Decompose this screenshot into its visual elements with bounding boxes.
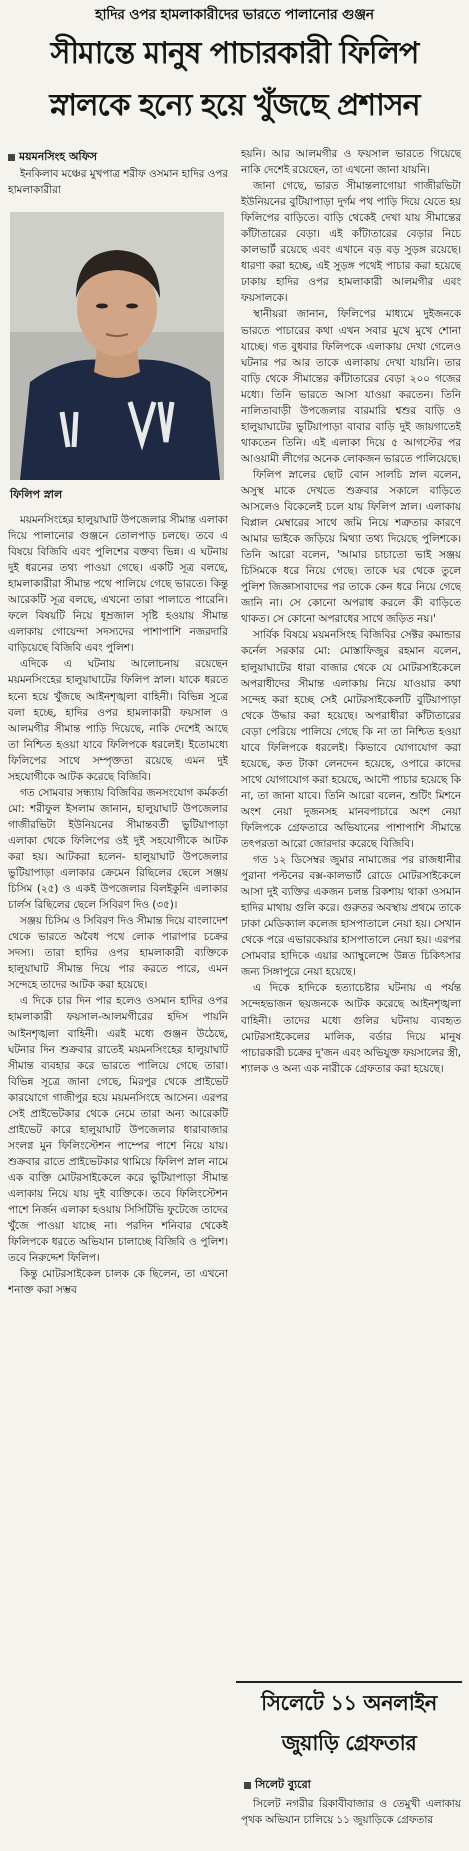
right-paragraph-2: জানা গেছে, ভারত সীমান্তলাগোয়া গাজীরভিটা ইউনিয়নের বুটিয়াপাড়া দুর্গম পথ পাড়ি দিয়ে যেতে হয় ফিলিপের বাড়িতে। বাড়ি থেকেই দেখা যায় সীমান্তের কাঁটাতারের বেড়া। এই কাঁটাতারের বেড়ার নিচে কালভার্ট রয়েছে এবং এখানে বড় বড় সুড়ঙ্গ রয়েছে। ধারণা করা হচ্ছে, এই সুড়ঙ্গ পথেই পাচার করা হয়েছে ঢাকায় হাদির ওপর হামলাকারী আলমগীর এবং ফয়সালকে। xyxy=(241,180,461,305)
article-photo xyxy=(10,212,224,480)
right-paragraph-7: এ দিকে হাদিকে হত্যাচেষ্টার ঘটনায় এ পর্যন্ত সন্দেহভাজন ছয়জনকে আটক করেছে আইনশৃঙ্খলা বাহিনী। তাদের মধ্যে গুলির ঘটনায় ব্যবহৃত মোটরসাইকেলের মালিক, বর্ডার দিয়ে মানুষ পাচারকারী চক্রের দু'জন এবং অভিযুক্ত ফয়সালের স্ত্রী, শ্যালক ও অন্য এক নারীকে গ্রেফতার করা হয়েছে। xyxy=(241,982,461,1075)
sub-lead-paragraph: সিলেট নগরীর রিকাবীবাজার ও তেমুখী এলাকায় পৃথক অভিযান চালিয়ে ১১ জুয়াড়িকে গ্রেফতার xyxy=(241,1798,461,1827)
left-paragraph-6: কিন্তু মোটরসাইকেল চালক কে ছিলেন, তা এখনো শনাক্ত করা সম্ভব xyxy=(8,1268,228,1297)
right-paragraph-5: সার্বিক বিষয়ে ময়মনসিংহ বিজিবির সেক্টর কমান্ডার কর্নেল সরকার মো: মোস্তাফিজুর রহমান বলেন, হালুয়াঘাটের ধারা বাজার থেকে যে মোটরসাইকেলে অপরাধীদের সীমান্ত এলাকায় নিয়ে যাওয়ার কথা সন্দেহ করা হচ্ছে সেই মোটরসাইকেলটি বুটিয়াপাড়া থেকে উদ্ধার করা হয়েছে। অপরাধীরা কাঁটাতারের বেড়া পেরিয়ে পালিয়ে গেছে কি না তা নিশ্চিত হওয়া যাবে ফিলিপকে ধরলেই। কিভাবে যোগাযোগ করা হয়েছে, কত টাকা লেনদেন হয়েছে, ওপারে কাদের সাথে যোগাযোগ করা হয়েছে, আদৌ পাচার হয়েছে কি না, তা জানা যাবে। তিনি আরো বলেন, শুটিং মিশনে অংশ নেয়া দুজনসহ মানবপাচারে অংশ নেয়া ফিলিপকে গ্রেফতারে অভিযানের পাশাপাশি সীমান্তে তৎপরতা আরো জোরদার করেছে বিজিবি। xyxy=(241,629,461,851)
byline xyxy=(8,148,228,165)
sub-byline-text: সিলেট ব্যুরো xyxy=(255,1778,311,1791)
sub-byline xyxy=(244,1776,454,1793)
left-paragraph-5: এ দিকে চার দিন পার হলেও ওসমান হাদির ওপর হামলাকারী ফয়সাল-আলমগীরের হদিস পায়নি আইনশৃঙ্খলা বাহিনী। এরই মধ্যে গুঞ্জন উঠেছে, ঘটনার দিন শুক্রবার রাতেই ময়মনসিংহের হালুয়াঘাট সীমান্ত ব্যবহার করে ভারতে পালিয়ে গেছে তারা। বিভিন্ন সূত্রে জানা গেছে, মিরপুর থেকে প্রাইভেট কারযোগে গাজীপুর হয়ে ময়মনসিংহে আসেন। এরপর সেই প্রাইভেটকার থেকে নেমে তারা অন্য আরেকটি প্রাইভেট কারে হালুয়াঘাট উপজেলার ধারাবাজার সংলগ্ন মুন ফিলিংস্টেশন পাম্পের পাশে নিয়ে যায়। শুক্রবার রাতে প্রাইভেটকার থামিয়ে ফিলিপ স্নাল নামে এক ব্যক্তি মোটরসাইকেলে করে ভুটিয়াপাড়া সীমান্ত এলাকায় নিয়ে যায় দুই ব্যক্তিকে। তবে ফিলিংস্টেশন পাশে নির্জন এলাকা হওয়ায় সিসিটিভি ফুটেজে তাদের খুঁজে পাওয়া যাচ্ছে না। পরদিন শনিবার থেকেই ফিলিপকে ধরতে অভিযান চালাচ্ছে বিজিবি ও পুলিশ। তবে নিরুদ্দেশ ফিলিপ। xyxy=(8,995,228,1265)
sub-headline: সিলেটে ১১ অনলাইন জুয়াড়ি গ্রেফতার xyxy=(236,1681,462,1769)
headline-line-2: স্নালকে হন্যে হয়ে খুঁজছে প্রশাসন xyxy=(49,88,420,123)
lead-text xyxy=(8,166,228,206)
right-column xyxy=(241,146,461,1676)
right-paragraph-3: স্থানীয়রা জানান, ফিলিপের মাধ্যমে দুইজনকে ভারতে পাচারের কথা এখন সবার মুখে মুখে শোনা যাচ্ছে। গত বুধবার ফিলিপকে এলাকায় দেখা গেলেও ঘটনার পর আর তাকে এলাকায় দেখা যায়নি। তার বাড়ি থেকে সীমান্তের কাঁটাতারের বেড়া ২০০ গজের মধ্যে। তিনি ভারতে আসা যাওয়া করতেন। তিনি নালিতাবাড়ী উপজেলার বারমারি শ্বশুর বাড়ি ও হালুয়াঘাটের ভুটিয়াপাড়া বাবার বাড়ি দুই জায়গাতেই থাকতেন তিনি। এই এলাকা দিয়ে ৫ আগস্টের পর আওয়ামী লীগের অনেক লোকজন ভারতে পালিয়েছে। xyxy=(241,308,461,465)
left-paragraph-4: সঞ্জয় চিসিম ও সিবিরণ দিও সীমান্ত দিয়ে বাংলাদেশ থেকে ভারতে অবৈধ পথে লোক পারাপার চক্রের সদস্য। তারা হাদির ওপর হামলাকারী ব্যক্তিকে হালুয়াঘাট সীমান্ত দিয়ে পার করতে পারে, এমন সন্দেহে তাদের আটক করা হয়েছে। xyxy=(8,915,228,992)
byline-text: ময়মনসিংহ অফিস xyxy=(19,150,97,163)
headline-line-1: সীমান্তে মানুষ পাচারকারী ফিলিপ xyxy=(50,36,419,71)
kicker: হাদির ওপর হামলাকারীদের ভারতে পালানোর গুঞ্জন xyxy=(95,7,374,23)
headline xyxy=(4,28,465,134)
person-photo xyxy=(10,212,224,480)
photo-caption: ফিলিপ স্নাল xyxy=(10,488,63,501)
sub-lead xyxy=(241,1796,461,1848)
lead-paragraph: ইনকিলাব মঞ্চের মুখপাত্র শরীফ ওসমান হাদির ওপর হামলাকারীরা xyxy=(8,168,228,197)
left-column xyxy=(8,512,228,1848)
bullet-square-icon xyxy=(8,154,15,161)
right-paragraph-4: ফিলিপ স্নালের ছোট বোন সালচি স্নাল বলেন, অসুস্থ মাকে দেখতে শুক্রবার সকালে বাড়িতে আসলেও বিকেলেই চলে যায় ফিলিপ স্নাল। এলাকায় বিপ্লাল মেম্বারের সাথে জমি নিয়ে শত্রুতার কারণে আমার ভাইকে জড়িয়ে মিথ্যা তথ্য দিয়েছে পুলিশকে। তিনি আরো বলেন, 'আমার চাচাতো ভাই সঞ্জয় চিসিমকে ধরে নিয়ে গেছে। তাকে ঘর থেকে তুলে পুলিশ জিজ্ঞাসাবাদের পর তাকে কেন ধরে নিয়ে গেছে জানি না। সে কোনো অপরাধ করলে কী বাড়িতে থাকত। সে কোনো অপরাধের সাথে জড়িত নয়।' xyxy=(241,468,461,626)
bullet-square-icon xyxy=(244,1782,251,1789)
left-paragraph-3: গত সোমবার সন্ধ্যায় বিজিবির জনসংযোগ কর্মকর্তা মো: শরীফুল ইসলাম জানান, হালুয়াঘাট উপজেলার গাজীরভিটা ইউনিয়নের সীমান্তবর্তী ভুটিয়াপাড়া এলাকা থেকে ফিলিপের ওই দুই সহযোগীকে আটক করা হয়। আটকরা হলেন- হালুয়াঘাট উপজেলার ভুটিয়াপাড়া এলাকার ক্রেমেন রিছিলের ছেলে সঞ্জয় চিসিম (২৫) ও একই উপজেলার বিলইকুনি এলাকার চার্লস রিছিলের ছেলে সিবিরণ দিও (৩৫)। xyxy=(8,786,228,912)
left-paragraph-1: ময়মনসিংহের হালুয়াঘাট উপজেলার সীমান্ত এলাকা দিয়ে পালানোর গুঞ্জনে তোলপাড় চলছে। তবে এ বিষয়ে বিজিবি এবং পুলিশের বক্তব্য ভিন্ন। এ ঘটনায় দুই ধরনের তথ্য পাওয়া গেছে। একটি সূত্র বলছে, হামলাকারীরা সীমান্ত পথে পালিয়ে গেছে ভারতে। কিন্তু আরেকটি সূত্র বলছে, এখনো তারা পালাতে পারেনি। ফলে বিষয়টি নিয়ে ধূম্রজাল সৃষ্টি হওয়ায় সীমান্ত এলাকায় গোয়েন্দা সদস্যদের পাশাপাশি নজরদারি বাড়িয়েছে বিজিবি এবং পুলিশ। xyxy=(8,514,228,655)
right-paragraph-6: গত ১২ ডিসেম্বর জুমার নামাজের পর রাজধানীর পুরানা পল্টনের বক্স-কালভার্ট রোডে মোটরসাইকেলে আসা দুই ব্যক্তির একজন চলন্ত রিকশায় থাকা ওসমান হাদির মাথায় গুলি করে। গুরুতর অবস্থায় প্রথমে তাকে ঢাকা মেডিক্যাল কলেজ হাসপাতালে নেয়া হয়। সেখান থেকে পরে এভারকেয়ার হাসপাতালে নেয়া হয়। এরপর সোমবার হাদিকে এয়ার অ্যাম্বুলেন্সে উন্নত চিকিৎসার জন্য সিঙ্গাপুরে নেয়া হয়েছে। xyxy=(241,854,461,979)
left-paragraph-2: এদিকে এ ঘটনায় আলোচনায় রয়েছেন ময়মনসিংহের হালুয়াঘাটের ফিলিপ স্নাল। যাকে ধরতে হন্যে হয়ে খুঁজছে আইনশৃঙ্খলা বাহিনী। বিভিন্ন সূত্রে বলা হচ্ছে, হাদির ওপর হামলাকারী ফয়সাল ও আলমগীর সীমান্ত পাড়ি দিয়েছে, নাকি দেশেই আছে তা নিশ্চিত হওয়া যাবে ফিলিপকে ধরলেই। ইতোমধ্যে ফিলিপের সাথে সম্পৃক্ততা রয়েছে এমন দুই সহযোগীকে আটক করেছে বিজিবি। xyxy=(8,658,228,783)
right-paragraph-1: হয়নি। আর আলমগীর ও ফয়সাল ভারতে গিয়েছে নাকি দেশেই রয়েছেন, তা এখনো জানা যায়নি। xyxy=(241,148,461,177)
